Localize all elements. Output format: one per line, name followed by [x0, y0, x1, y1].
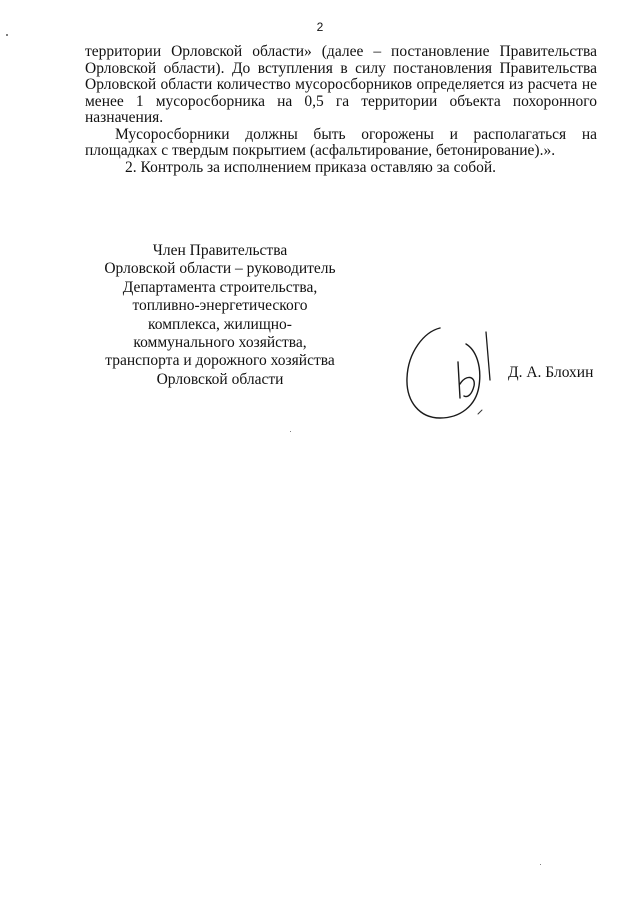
position-line: Член Правительства — [152, 242, 288, 259]
position-line: транспорта и дорожного хозяйства — [105, 352, 335, 370]
signatory-position — [95, 242, 345, 389]
scan-speck — [290, 431, 291, 432]
position-line: Департамента строительства, — [122, 278, 318, 296]
paragraph-continuation: территории Орловской области» (далее – постановление Правительства Орловской области). До вступления в силу постановления Правительства Орловской области количество мусоросборников определяется из расчета не менее 1 мусоросборника на 0,5 га территории объекта похоронного назначения. — [85, 43, 597, 126]
scan-speck — [6, 34, 8, 36]
handwritten-signature — [398, 322, 498, 430]
position-line: топливно-энергетического — [132, 297, 308, 315]
document-body — [85, 44, 597, 176]
paragraph-control-clause: 2. Контроль за исполнением приказа оставляю за собой. — [125, 158, 497, 176]
position-line: Орловской области – руководитель — [104, 260, 336, 278]
position-line: комплекса, жилищно- — [148, 315, 292, 333]
scan-speck — [540, 864, 541, 865]
position-line: Орловской области — [156, 370, 284, 388]
page-number: 2 — [316, 20, 324, 34]
signer-name: Д. А. Блохин — [508, 364, 594, 381]
position-line: коммунального хозяйства, — [133, 334, 307, 352]
paragraph-garbage-bins: Мусоросборники должны быть огорожены и располагаться на площадках с твердым покрытием (асфальтирование, бетонирование).». — [85, 125, 597, 159]
